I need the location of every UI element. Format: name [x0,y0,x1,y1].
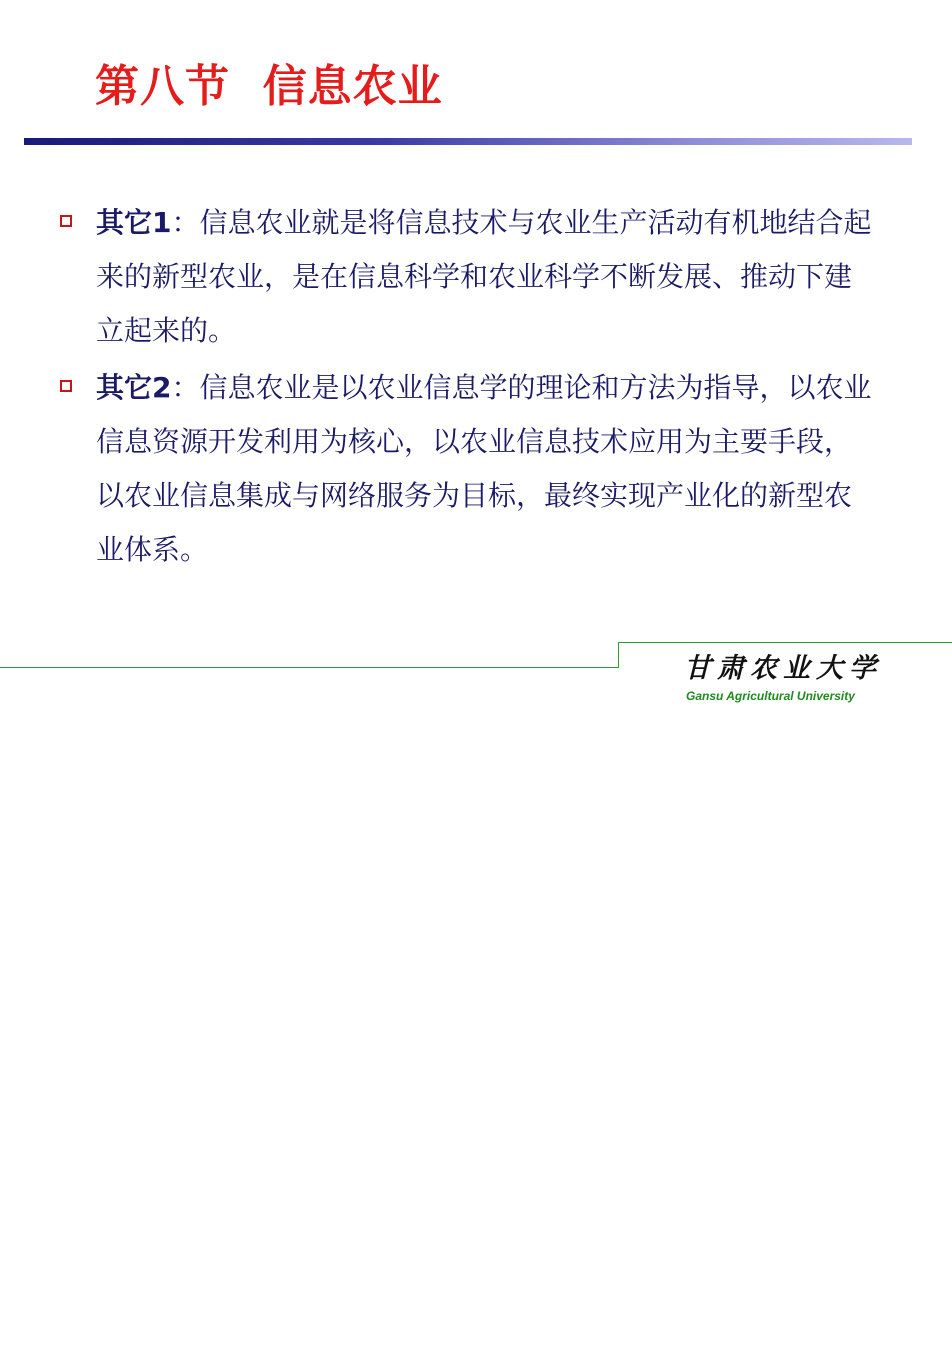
university-logo [684,652,884,704]
square-bullet-icon [60,380,72,392]
logo-english-name: Gansu Agricultural University [686,689,855,703]
footer-line [618,642,952,643]
bullet-item [55,361,875,577]
footer-line [618,642,619,668]
bullet-item [55,196,875,358]
logo-chinese-name: 甘肃农业大学 [684,653,882,684]
bullet-text: ：信息农业就是将信息技术与农业生产活动有机地结合起来的新型农业，是在信息科学和农业科学不断发展、推动下建立起来的。 [96,206,872,347]
footer-line [0,667,618,668]
bullet-label: 其它2 [96,371,172,404]
bullet-label: 其它1 [96,206,172,239]
square-bullet-icon [60,215,72,227]
bullet-text: ：信息农业是以农业信息学的理论和方法为指导，以农业信息资源开发利用为核心，以农业信息技术应用为主要手段，以农业信息集成与网络服务为目标，最终实现产业化的新型农业体系。 [96,371,872,566]
slide-title: 第八节 信息农业 [95,61,443,112]
bullet-list [55,196,875,577]
title-divider [24,138,912,145]
